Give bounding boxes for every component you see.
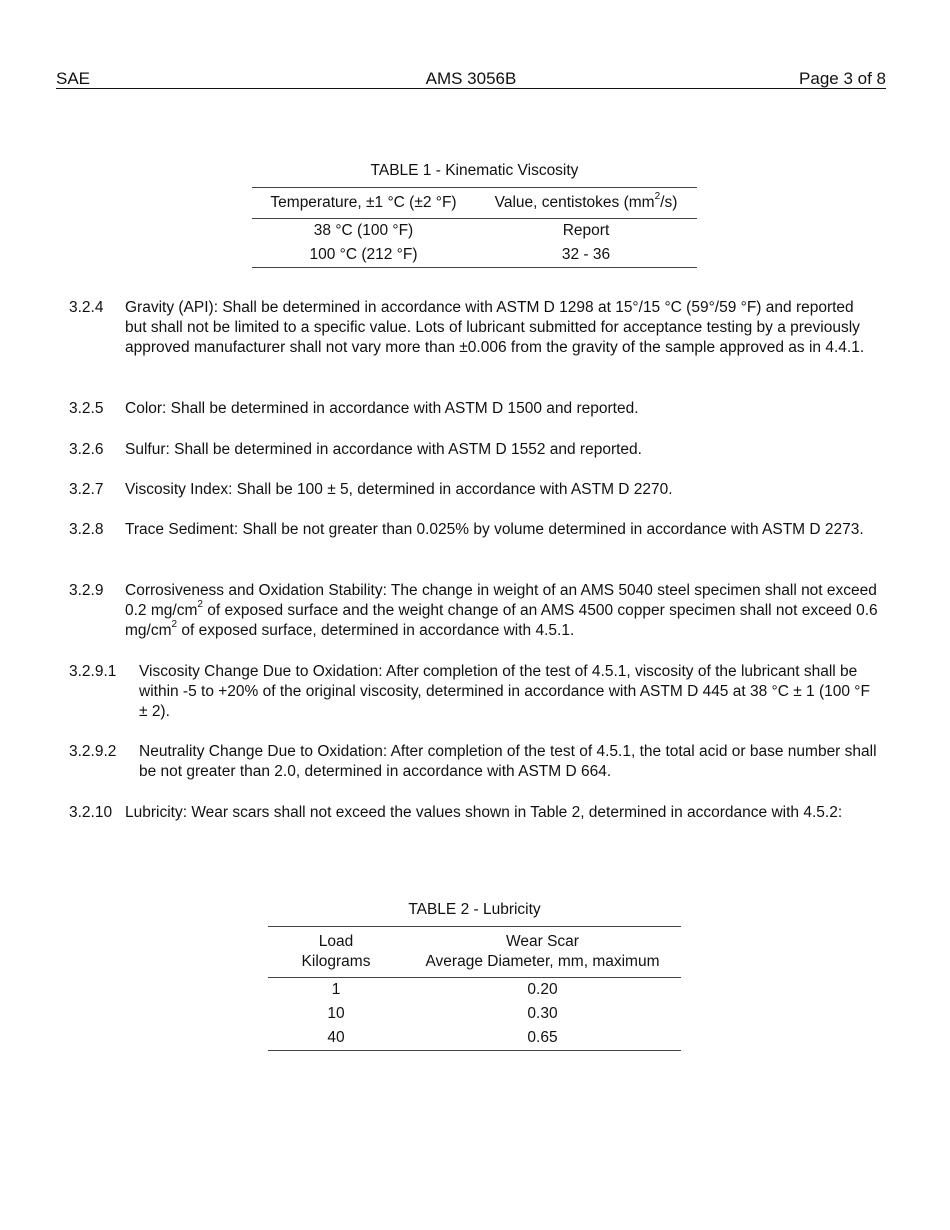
- section-3-2-8: [69, 520, 879, 560]
- table2-load-cell: 10: [327, 1005, 345, 1022]
- section-number: 3.2.9.2: [69, 743, 117, 760]
- table2-col-wear-scar: Wear Scar Average Diameter, mm, maximum: [425, 933, 660, 970]
- section-number: 3.2.4: [69, 299, 104, 316]
- page-header: [56, 69, 886, 89]
- section-text: Viscosity Change Due to Oxidation: After completion of the test of 4.5.1, viscosity of the lubricant shall be within -5 to +20% of the original viscosity, determined in accordance with ASTM D 445 at 38 °C ± 1 (100 °F ± 2).: [139, 663, 870, 720]
- table1-temp-cell: 100 °C (212 °F): [309, 246, 418, 263]
- section-number: 3.2.5: [69, 400, 104, 417]
- section-text: Trace Sediment: Shall be not greater than 0.025% by volume determined in accordance with ASTM D 2273.: [125, 521, 864, 538]
- section-text: Lubricity: Wear scars shall not exceed the values shown in Table 2, determined in accordance with 4.5.2:: [125, 804, 843, 821]
- section-number: 3.2.9: [69, 582, 104, 599]
- document-number: AMS 3056B: [425, 69, 517, 88]
- section-text: Viscosity Index: Shall be 100 ± 5, determined in accordance with ASTM D 2270.: [125, 481, 673, 498]
- section-3-2-5: [69, 399, 879, 419]
- table-row: [268, 978, 681, 1003]
- section-3-2-4: [69, 298, 879, 378]
- table1-caption: TABLE 1 - Kinematic Viscosity: [370, 162, 579, 179]
- section-3-2-9-1: [69, 662, 879, 722]
- table1-value-cell: Report: [562, 222, 610, 239]
- section-number: 3.2.7: [69, 481, 104, 498]
- section-number: 3.2.6: [69, 441, 104, 458]
- publisher-label: SAE: [56, 69, 91, 88]
- table2-diameter-cell: 0.65: [527, 1029, 558, 1046]
- section-text: Sulfur: Shall be determined in accordance with ASTM D 1552 and reported.: [125, 441, 642, 458]
- page-number: Page 3 of 8: [799, 69, 886, 88]
- section-text: Neutrality Change Due to Oxidation: After completion of the test of 4.5.1, the total acid or base number shall be not greater than 2.0, determined in accordance with ASTM D 664.: [139, 743, 877, 780]
- section-text: Corrosiveness and Oxidation Stability: The change in weight of an AMS 5040 steel specimen shall not exceed 0.2 $mg/cm^2$ of exposed surface and the weight change of an AMS 4500 copper specimen shall not exceed 0.6 $mg/cm^2$ of exposed surface, determined in accordance with 4.5.1.: [125, 582, 878, 639]
- section-number: 3.2.9.1: [69, 663, 117, 680]
- table2-load-cell: 40: [327, 1029, 345, 1046]
- table2-diameter-cell: 0.20: [527, 981, 558, 998]
- section-text: Color: Shall be determined in accordance with ASTM D 1500 and reported.: [125, 400, 639, 417]
- table1-col-temperature: Temperature, ±1 °C (±2 °F): [270, 194, 457, 211]
- table1-header-row: [252, 188, 697, 219]
- table-row: [252, 243, 697, 268]
- table2-caption: TABLE 2 - Lubricity: [408, 901, 541, 918]
- table2-lubricity: [268, 926, 681, 1051]
- table-row: [268, 1026, 681, 1051]
- section-3-2-6: [69, 440, 879, 460]
- table-row: [252, 219, 697, 244]
- table1-kinematic-viscosity: [252, 187, 697, 268]
- section-3-2-7: [69, 480, 879, 500]
- section-3-2-9-2: [69, 742, 879, 782]
- section-number: 3.2.10: [69, 804, 113, 821]
- table2-load-cell: 1: [331, 981, 341, 998]
- table2-header-row: [268, 927, 681, 978]
- section-text: Gravity (API): Shall be determined in accordance with ASTM D 1298 at 15°/15 °C (59°/59 °F) and reported but shall not be limited to a specific value. Lots of lubricant submitted for acceptance testing by a previously approved manufacturer shall not vary more than ±0.006 from the gravity of the sample approved as in 4.4.1.: [125, 299, 865, 356]
- table1-value-cell: 32 - 36: [561, 246, 611, 263]
- table2-col-load: Load Kilograms: [301, 933, 371, 970]
- table1-col-value: Value, centistokes $(mm^2/s)$: [494, 190, 678, 211]
- table1-temp-cell: 38 °C (100 °F): [313, 222, 414, 239]
- section-number: 3.2.8: [69, 521, 104, 538]
- table-row: [268, 1002, 681, 1026]
- section-3-2-9: [69, 581, 879, 641]
- table2-diameter-cell: 0.30: [527, 1005, 558, 1022]
- section-3-2-10: [69, 803, 879, 843]
